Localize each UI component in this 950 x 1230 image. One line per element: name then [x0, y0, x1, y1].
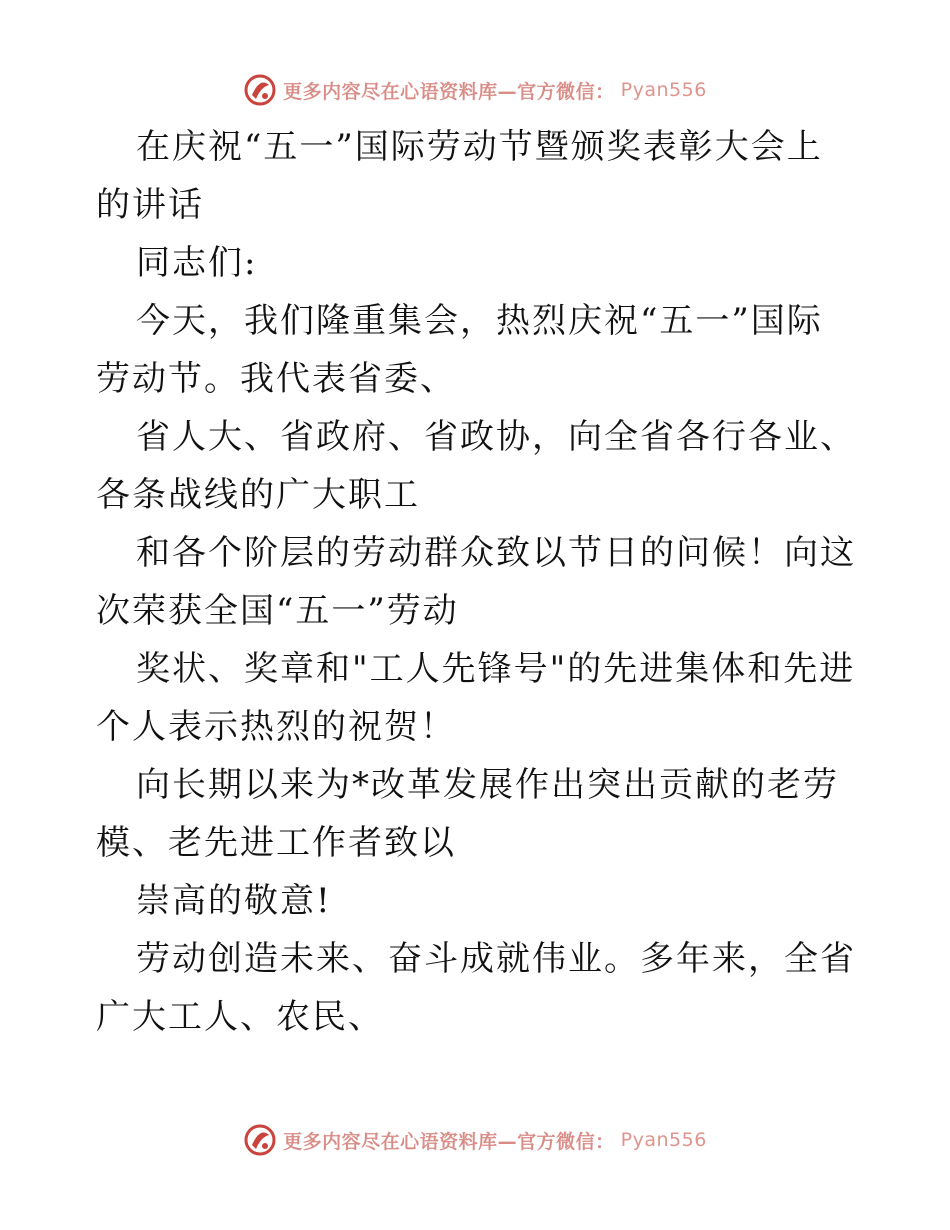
salutation: 同志们: [136, 243, 258, 283]
banner-text: 更多内容尽在心语资料库—官方微信： [283, 80, 615, 103]
document-title: 在庆祝“五一”国际劳动节暨颁奖表彰大会上的讲话 [96, 127, 823, 225]
paragraph: 省人大、省政府、省政协，向全省各行各业、各条战线的广大职工 [96, 417, 856, 515]
header-watermark-banner [0, 70, 950, 110]
paragraph: 崇高的敬意! [136, 881, 332, 921]
paragraph: 和各个阶层的劳动群众致以节日的问候！向这次荣获全国“五一”劳动 [96, 533, 856, 631]
red-ink-seal-icon [243, 73, 277, 107]
document-body [96, 118, 856, 1046]
red-ink-seal-icon [243, 1123, 277, 1157]
banner-text: 更多内容尽在心语资料库—官方微信： [283, 1130, 615, 1153]
paragraph: 向长期以来为*改革发展作出突出贡献的老劳模、老先进工作者致以 [96, 765, 839, 863]
wechat-id: Pyan556 [620, 1129, 707, 1151]
paragraph: 劳动创造未来、奋斗成就伟业。多年来，全省广大工人、农民、 [96, 939, 856, 1037]
paragraph: 今天，我们隆重集会，热烈庆祝“五一”国际劳动节。我代表省委、 [96, 301, 823, 399]
paragraph: 奖状、奖章和"工人先锋号"的先进集体和先进个人表示热烈的祝贺！ [96, 649, 856, 747]
footer-watermark-banner [0, 1120, 950, 1160]
wechat-id: Pyan556 [620, 79, 707, 101]
